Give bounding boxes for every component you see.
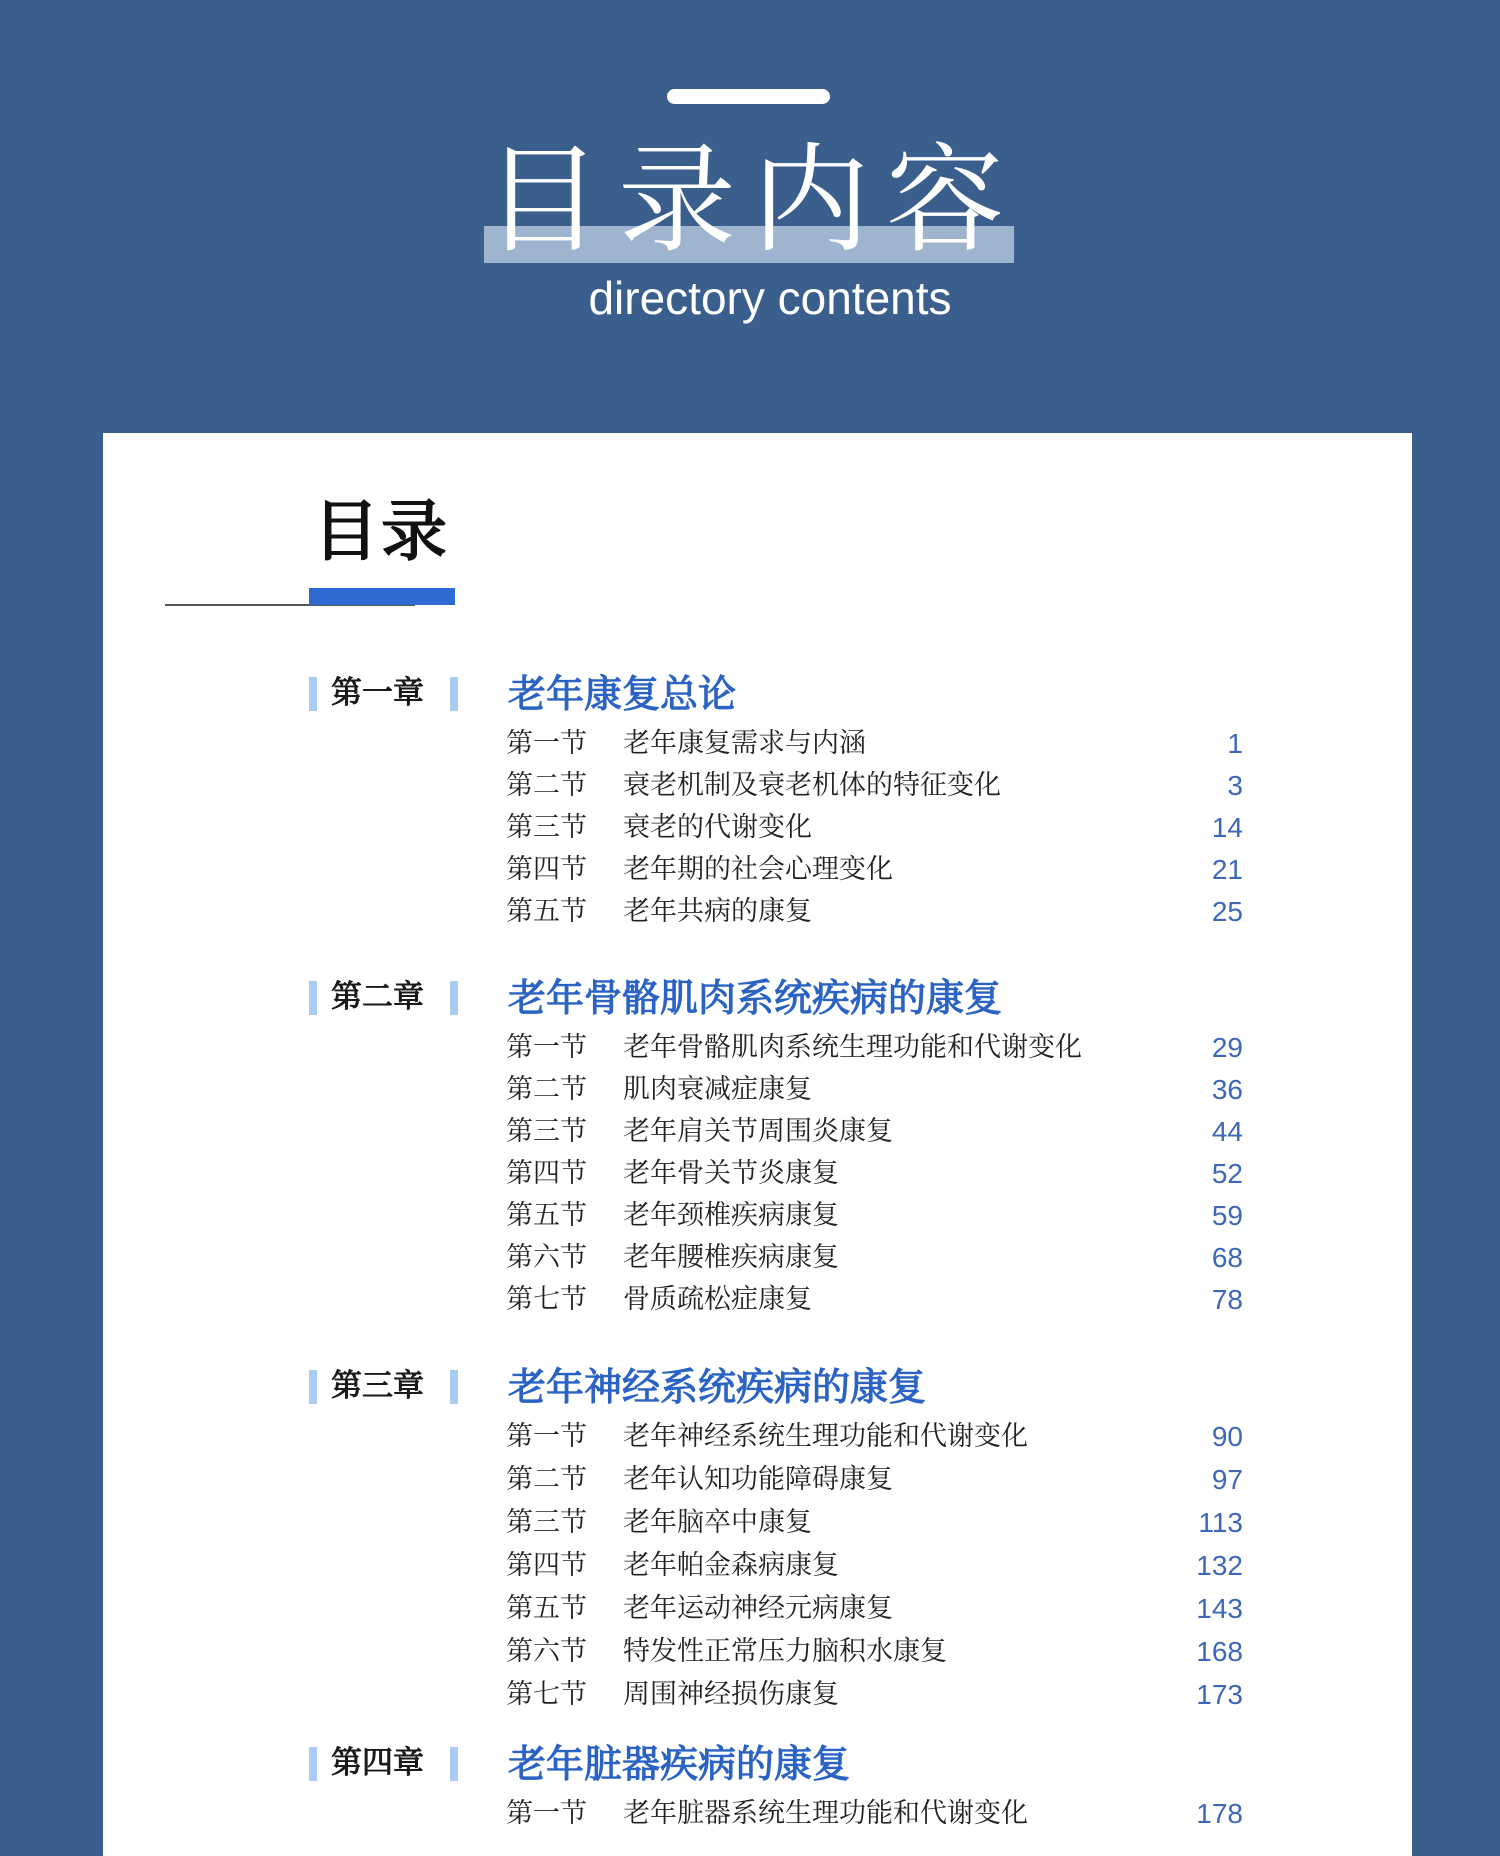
section-title: 衰老的代谢变化 xyxy=(623,812,812,843)
chapter-title: 老年神经系统疾病的康复 xyxy=(508,1364,927,1409)
section-title: 特发性正常压力脑积水康复 xyxy=(623,1636,947,1667)
section-row[interactable] xyxy=(103,1588,1412,1630)
toc-heading-accent-bar xyxy=(309,588,455,605)
section-number: 第一节 xyxy=(506,1032,587,1063)
section-row[interactable] xyxy=(103,1631,1412,1673)
section-number: 第三节 xyxy=(506,812,587,843)
section-row[interactable] xyxy=(103,849,1412,891)
section-page: 36 xyxy=(1211,1074,1243,1105)
chapter-title: 老年骨骼肌肉系统疾病的康复 xyxy=(508,975,1003,1020)
section-row[interactable] xyxy=(103,1793,1412,1835)
chapter-title: 老年脏器疾病的康复 xyxy=(508,1741,851,1786)
chapter-tag xyxy=(309,975,459,1017)
section-number: 第三节 xyxy=(506,1116,587,1147)
section-title: 老年期的社会心理变化 xyxy=(623,854,893,885)
section-title: 老年神经系统生理功能和代谢变化 xyxy=(623,1421,1028,1452)
section-title: 老年脏器系统生理功能和代谢变化 xyxy=(623,1798,1028,1829)
chapter-label: 第四章 xyxy=(331,1745,424,1781)
section-number: 第五节 xyxy=(506,1200,587,1231)
section-page: 59 xyxy=(1211,1200,1243,1231)
section-page: 29 xyxy=(1211,1032,1243,1063)
chapter-tag-left-bar xyxy=(309,981,317,1015)
section-number: 第六节 xyxy=(506,1636,587,1667)
section-page: 113 xyxy=(1198,1507,1243,1538)
section-page: 143 xyxy=(1196,1593,1243,1624)
section-page: 25 xyxy=(1211,896,1243,927)
section-page: 3 xyxy=(1227,770,1243,801)
section-row[interactable] xyxy=(103,1416,1412,1458)
section-page: 21 xyxy=(1211,854,1243,885)
section-row[interactable] xyxy=(103,891,1412,933)
section-row[interactable] xyxy=(103,1153,1412,1195)
page-subtitle: directory contents xyxy=(588,272,952,324)
section-title: 老年骨骼肌肉系统生理功能和代谢变化 xyxy=(623,1032,1082,1063)
chapter-label: 第二章 xyxy=(331,979,424,1015)
section-row[interactable] xyxy=(103,807,1412,849)
section-title: 老年脑卒中康复 xyxy=(623,1507,812,1538)
chapter-tag xyxy=(309,1741,459,1783)
section-row[interactable] xyxy=(103,1545,1412,1587)
section-title: 老年帕金森病康复 xyxy=(623,1550,839,1581)
section-page: 132 xyxy=(1196,1550,1243,1581)
section-row[interactable] xyxy=(103,1459,1412,1501)
section-number: 第五节 xyxy=(506,896,587,927)
section-title: 老年肩关节周围炎康复 xyxy=(623,1116,893,1147)
section-row[interactable] xyxy=(103,765,1412,807)
section-page: 78 xyxy=(1211,1284,1243,1315)
section-title: 周围神经损伤康复 xyxy=(623,1679,839,1710)
section-row[interactable] xyxy=(103,1195,1412,1237)
section-row[interactable] xyxy=(103,1502,1412,1544)
chapter-tag-right-bar xyxy=(450,1370,458,1404)
section-row[interactable] xyxy=(103,1027,1412,1069)
section-title: 老年腰椎疾病康复 xyxy=(623,1242,839,1273)
section-number: 第五节 xyxy=(506,1593,587,1624)
section-number: 第二节 xyxy=(506,770,587,801)
section-title: 老年康复需求与内涵 xyxy=(623,728,866,759)
chapter-tag-right-bar xyxy=(450,1747,458,1781)
section-title: 肌肉衰减症康复 xyxy=(623,1074,812,1105)
section-number: 第四节 xyxy=(506,1158,587,1189)
section-number: 第一节 xyxy=(506,1421,587,1452)
chapter-tag-right-bar xyxy=(450,677,458,711)
section-title: 老年认知功能障碍康复 xyxy=(623,1464,893,1495)
section-page: 90 xyxy=(1211,1421,1243,1452)
chapter-tag xyxy=(309,1364,459,1406)
page-title: 目录内容 xyxy=(484,131,1021,269)
chapter-title: 老年康复总论 xyxy=(508,671,737,716)
section-page: 44 xyxy=(1211,1116,1243,1147)
section-row[interactable] xyxy=(103,1237,1412,1279)
section-title: 骨质疏松症康复 xyxy=(623,1284,812,1315)
section-page: 178 xyxy=(1196,1798,1243,1829)
section-number: 第七节 xyxy=(506,1284,587,1315)
section-page: 97 xyxy=(1211,1464,1243,1495)
toc-page xyxy=(103,433,1412,1856)
section-title: 老年运动神经元病康复 xyxy=(623,1593,893,1624)
section-row[interactable] xyxy=(103,1279,1412,1321)
section-page: 68 xyxy=(1211,1242,1243,1273)
section-title: 衰老机制及衰老机体的特征变化 xyxy=(623,770,1001,801)
section-row[interactable] xyxy=(103,1111,1412,1153)
section-row[interactable] xyxy=(103,1674,1412,1716)
chapter-tag-left-bar xyxy=(309,1747,317,1781)
section-number: 第二节 xyxy=(506,1464,587,1495)
section-number: 第一节 xyxy=(506,728,587,759)
chapter-tag-left-bar xyxy=(309,1370,317,1404)
chapter-label: 第三章 xyxy=(331,1368,424,1404)
section-number: 第七节 xyxy=(506,1679,587,1710)
decorative-top-bar xyxy=(667,89,830,104)
section-number: 第一节 xyxy=(506,1798,587,1829)
section-page: 14 xyxy=(1211,812,1243,843)
section-number: 第三节 xyxy=(506,1507,587,1538)
chapter-tag-right-bar xyxy=(450,981,458,1015)
section-row[interactable] xyxy=(103,1069,1412,1111)
chapter-tag xyxy=(309,671,459,713)
section-title: 老年共病的康复 xyxy=(623,896,812,927)
chapter-tag-left-bar xyxy=(309,677,317,711)
section-page: 1 xyxy=(1227,728,1243,759)
toc-heading: 目录 xyxy=(313,492,449,570)
header-title-block xyxy=(484,130,1021,270)
section-number: 第四节 xyxy=(506,1550,587,1581)
section-page: 52 xyxy=(1211,1158,1243,1189)
section-title: 老年颈椎疾病康复 xyxy=(623,1200,839,1231)
section-number: 第六节 xyxy=(506,1242,587,1273)
chapter-label: 第一章 xyxy=(331,675,424,711)
section-number: 第四节 xyxy=(506,854,587,885)
section-page: 168 xyxy=(1196,1636,1243,1667)
section-number: 第二节 xyxy=(506,1074,587,1105)
section-title: 老年骨关节炎康复 xyxy=(623,1158,839,1189)
section-row[interactable] xyxy=(103,723,1412,765)
section-page: 173 xyxy=(1196,1679,1243,1710)
